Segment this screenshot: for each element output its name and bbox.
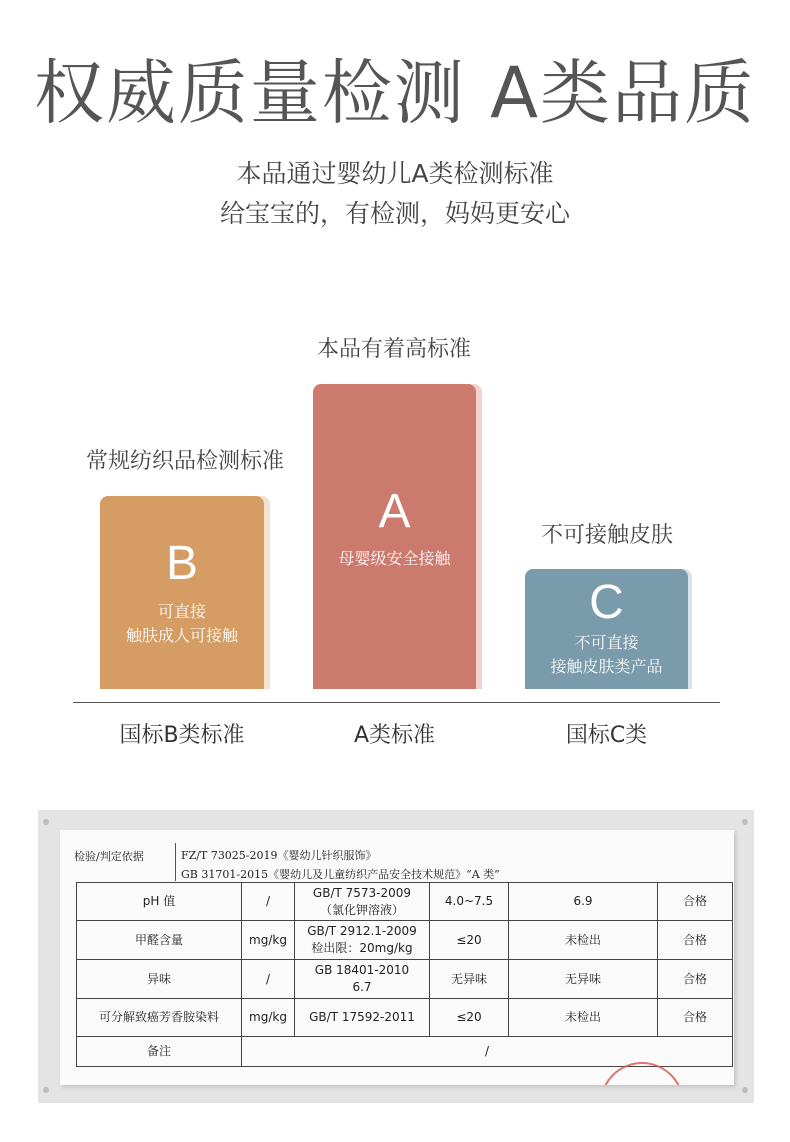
table-row [77,960,733,999]
high-standard-label: 本品有着高标准 [316,337,471,362]
bar-b-desc-1: 可直接 [157,602,206,621]
method-line-1: GB/T 7573-2009 [312,885,412,900]
frame-dot [742,1087,748,1093]
regular-standard-label: 常规纺织品检测标准 [85,449,284,474]
verdict-cell: 合格 [658,883,733,921]
item-cell: 可分解致癌芳香胺染料 [77,999,242,1037]
method-cell [295,921,430,960]
bar-b-desc-2: 触肤成人可接触 [125,626,238,645]
verdict-cell: 合格 [658,999,733,1037]
verdict-cell: 合格 [658,921,733,960]
method-cell [295,999,430,1037]
method-line-1: GB/T 2912.1-2009 [307,924,417,938]
bar-c [525,569,688,689]
bar-a-letter: A [378,485,411,538]
subtitle-line-1: 本品通过婴幼儿A类检测标准 [236,159,554,188]
bar-a-desc-1: 母婴级安全接触 [338,549,451,568]
item-cell: 异味 [77,960,242,999]
limit-cell: ≤20 [430,921,509,960]
method-line-2: （氯化钾溶液） [319,902,404,917]
remark-label-cell: 备注 [77,1037,242,1067]
method-line-1: GB/T 17592-2011 [309,1010,415,1024]
chart-baseline [73,702,720,703]
item-cell: pH 值 [77,883,242,921]
result-cell: 无异味 [509,960,658,999]
category-b: 国标B类标准 [119,723,245,748]
frame-dot [742,819,748,825]
category-c: 国标C类 [565,723,648,748]
result-cell: 未检出 [509,999,658,1037]
bar-c-desc-2: 接触皮肤类产品 [550,657,663,676]
method-line-2: 检出限：20mg/kg [311,941,413,955]
item-cell: 甲醛含量 [77,921,242,960]
method-line-1: GB 18401-2010 [314,963,410,977]
limit-cell: 4.0~7.5 [430,883,509,921]
unit-cell: / [242,883,295,921]
page-title: 权威质量检测 A类品质 [33,52,757,134]
basis-label: 检验/判定依据 [74,850,144,863]
basis-line-1: FZ/T 73025-2019《婴幼儿针织服饰》 [181,849,377,862]
test-report [60,830,734,1085]
basis-line-2: GB 31701-2015《婴幼儿及儿童纺织产品安全技术规范》“A 类” [181,868,500,881]
unit-cell: mg/kg [242,999,295,1037]
table-row [77,883,733,921]
verdict-cell: 合格 [658,960,733,999]
bar-c-desc-1: 不可直接 [574,633,639,652]
method-cell [295,960,430,999]
category-a: A类标准 [353,723,436,748]
table-row [77,921,733,960]
result-cell: 未检出 [509,921,658,960]
bar-b [100,496,264,689]
unit-cell: / [242,960,295,999]
table-row [77,999,733,1037]
limit-cell: ≤20 [430,999,509,1037]
frame-dot [43,819,49,825]
no-contact-label: 不可接触皮肤 [540,523,673,548]
unit-cell: mg/kg [242,921,295,960]
frame-dot [43,1087,49,1093]
bar-b-letter: B [165,537,198,590]
subtitle-line-2: 给宝宝的，有检测，妈妈更安心 [219,199,570,228]
report-table [76,882,733,1067]
bar-c-letter: C [589,576,624,629]
bar-a [313,384,476,689]
method-line-2: 6.7 [352,980,372,994]
basis-divider [175,843,176,881]
result-cell: 6.9 [509,883,658,921]
method-cell [295,883,430,921]
limit-cell: 无异味 [430,960,509,999]
remark-value-cell: / [242,1037,733,1067]
